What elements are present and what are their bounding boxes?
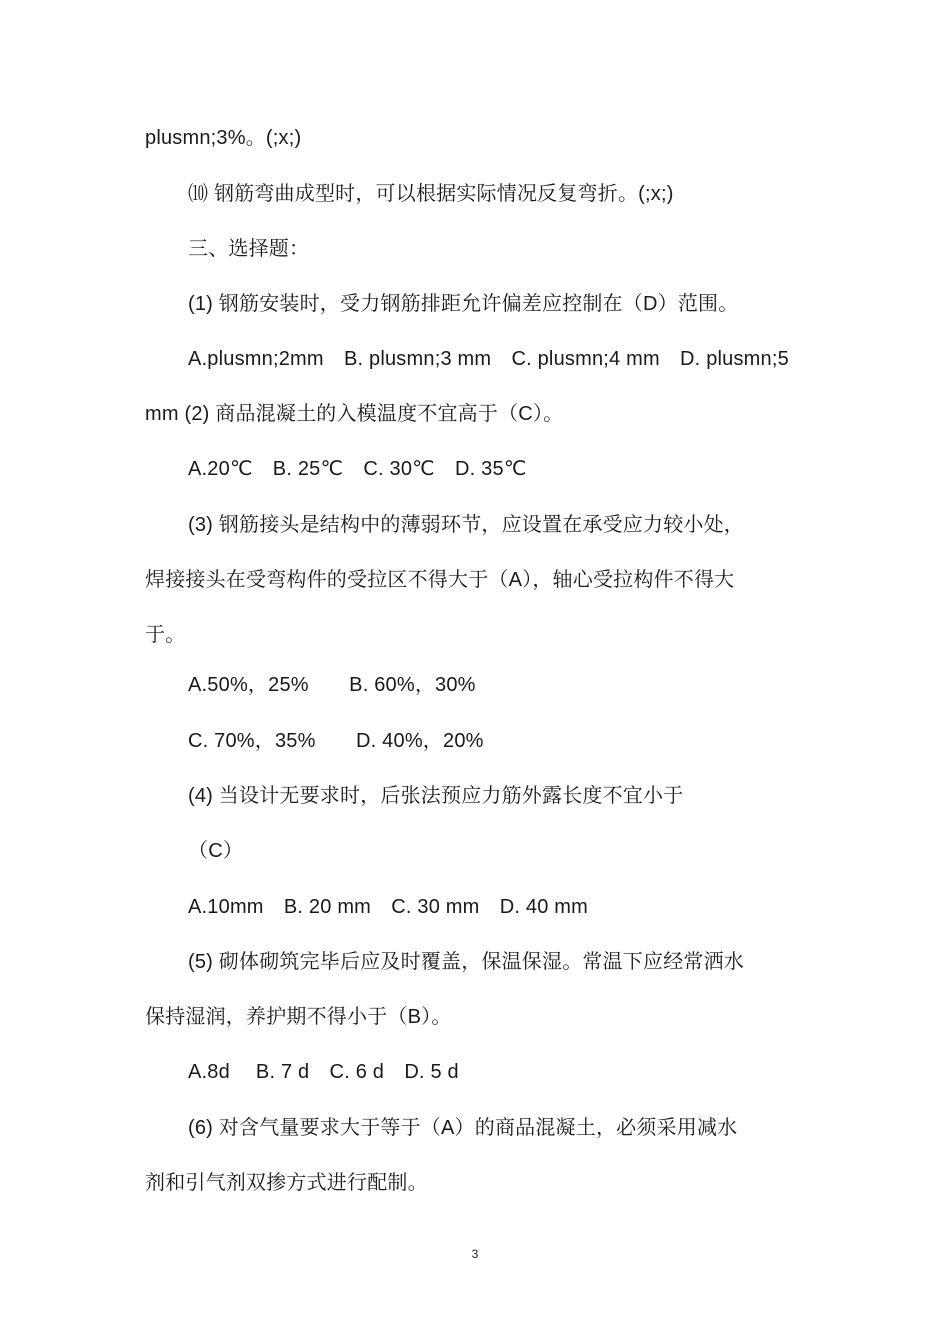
question-text: (3) 钢筋接头是结构中的薄弱环节，应设置在承受应力较小处，: [188, 514, 744, 536]
question-text: （C）: [188, 840, 244, 862]
answer-options: C. 70%，35% D. 40%，20%: [188, 730, 484, 752]
text-line: plusmn;3%。(;x;): [145, 127, 302, 149]
answer-options: A.50%，25% B. 60%，30%: [188, 674, 476, 696]
text-line: ⑽ 钢筋弯曲成型时，可以根据实际情况反复弯折。(;x;): [188, 183, 674, 205]
question-text: 于。: [145, 624, 186, 646]
question-text: (6) 对含气量要求大于等于（A）的商品混凝土，必须采用减水: [188, 1117, 738, 1139]
question-text: 焊接接头在受弯构件的受拉区不得大于（A），轴心受拉构件不得大: [145, 569, 735, 591]
answer-options: A.plusmn;2mm B. plusmn;3 mm C. plusmn;4 mm D. plusmn;5: [188, 348, 789, 370]
section-heading: 三、选择题：: [188, 238, 310, 260]
question-text: (1) 钢筋安装时，受力钢筋排距允许偏差应控制在（D）范围。: [188, 293, 739, 315]
answer-options: A.10mm B. 20 mm C. 30 mm D. 40 mm: [188, 896, 588, 918]
question-text: (4) 当设计无要求时，后张法预应力筋外露长度不宜小于: [188, 785, 684, 807]
question-text: 剂和引气剂双掺方式进行配制。: [145, 1172, 428, 1194]
question-text: (5) 砌体砌筑完毕后应及时覆盖，保温保湿。常温下应经常洒水: [188, 951, 744, 973]
question-text: mm (2) 商品混凝土的入模温度不宜高于（C）。: [145, 403, 564, 425]
answer-options: A.8d B. 7 d C. 6 d D. 5 d: [188, 1061, 459, 1083]
answer-options: A.20℃ B. 25℃ C. 30℃ D. 35℃: [188, 458, 527, 480]
page-number: 3: [471, 1247, 479, 1261]
question-text: 保持湿润，养护期不得小于（B）。: [145, 1006, 452, 1028]
